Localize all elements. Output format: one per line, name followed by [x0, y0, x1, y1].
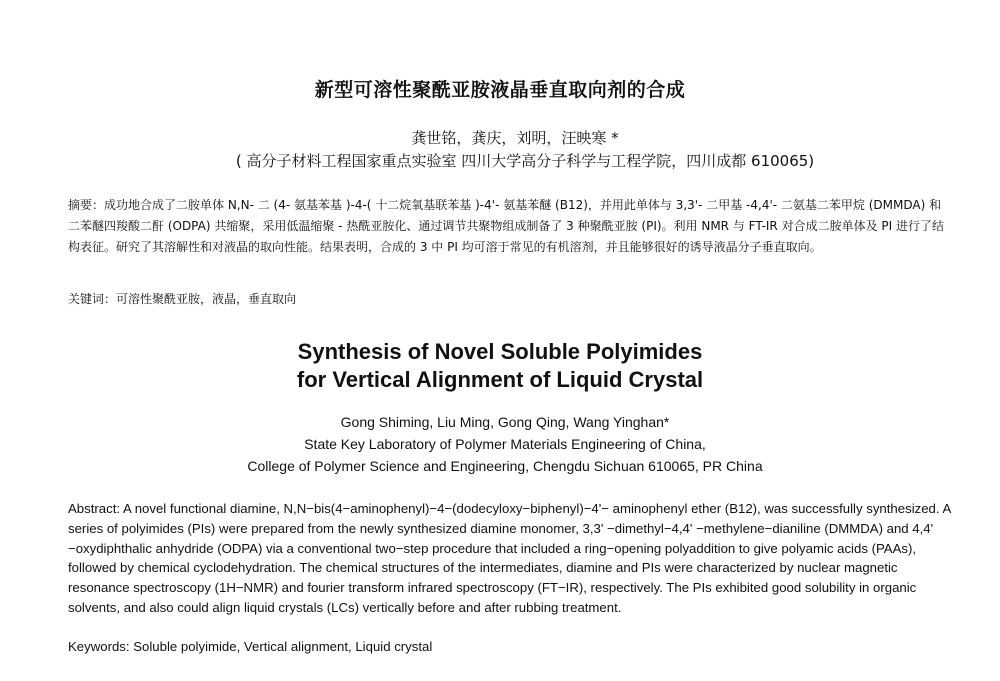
- chinese-authors: 龚世铭，龚庆，刘明，汪映寒 *: [411, 129, 619, 147]
- english-keywords-text: Soluble polyimide, Vertical alignment, Liquid crystal: [133, 639, 433, 654]
- chinese-abstract: [68, 195, 948, 258]
- english-title: [0, 338, 1000, 394]
- english-authors: Gong Shiming, Liu Ming, Gong Qing, Wang Yinghan*: [340, 414, 670, 430]
- chinese-abstract-label: 摘要：: [68, 198, 105, 212]
- chinese-keywords-text: 可溶性聚酰亚胺，液晶，垂直取向: [116, 292, 297, 306]
- english-abstract-text: A novel functional diamine, N,N−bis(4−aminophenyl)−4−(dodecyloxy−biphenyl)−4'− aminophenyl ether (B12), was successfully synthesized. A series of polyimides (PIs) were prepared from the newly synthesized diamine monomer, 3,3' −dimethyl−4,4' −methylene−dianiline (DMMDA) and 4,4' −oxydiphthalic anhydride (ODPA) via a conventional two−step procedure that included a ring−opening polyaddition to give polyamic acids (PAAs), followed by chemical cyclodehydration. The chemical structures of the intermediates, diamine and PIs were characterized by nuclear magnetic resonance spectroscopy (1H−NMR) and fourier transform infrared spectroscopy (FT−IR), respectively. The PIs exhibited good solubility in organic solvents, and also could align liquid crystals (LCs) vertically before and after rubbing treatment.: [68, 501, 951, 615]
- english-affiliation-line-1: State Key Laboratory of Polymer Materials Engineering of China,: [304, 436, 706, 452]
- english-title-line-2: for Vertical Alignment of Liquid Crystal: [296, 367, 704, 392]
- english-keywords-label: Keywords:: [68, 639, 134, 654]
- chinese-title: 新型可溶性聚酰亚胺液晶垂直取向剂的合成: [314, 79, 686, 101]
- english-keywords: [68, 638, 948, 656]
- chinese-keywords-label: 关键词：: [68, 292, 117, 306]
- english-abstract-label: Abstract:: [68, 501, 123, 516]
- chinese-abstract-text: 成功地合成了二胺单体 N,N- 二 (4- 氨基苯基 )-4-( 十二烷氧基联苯基 )-4'- 氨基苯醚 (B12)，并用此单体与 3,3'- 二甲基 -4,4'- 二氨基二苯甲烷 (DMMDA) 和二苯醚四羧酸二酐 (ODPA) 共缩聚，采用低温缩聚 - 热酰亚胺化、通过调节共聚物组成制备了 3 种聚酰亚胺 (PI)。利用 NMR 与 FT-IR 对合成二胺单体及 PI 进行了结构表征。研究了其溶解性和对液晶的取向性能。结果表明，合成的 3 中 PI 均可溶于常见的有机溶剂，并且能够很好的诱导液晶分子垂直取向。: [68, 198, 944, 254]
- english-title-line-1: Synthesis of Novel Soluble Polyimides: [297, 339, 703, 364]
- english-affiliation-line-2: College of Polymer Science and Engineering, Chengdu Sichuan 610065, PR China: [247, 458, 763, 474]
- english-abstract: [68, 499, 958, 618]
- chinese-affiliation: ( 高分子材料工程国家重点实验室 四川大学高分子科学与工程学院，四川成都 610065): [235, 152, 815, 170]
- chinese-keywords: [68, 290, 948, 308]
